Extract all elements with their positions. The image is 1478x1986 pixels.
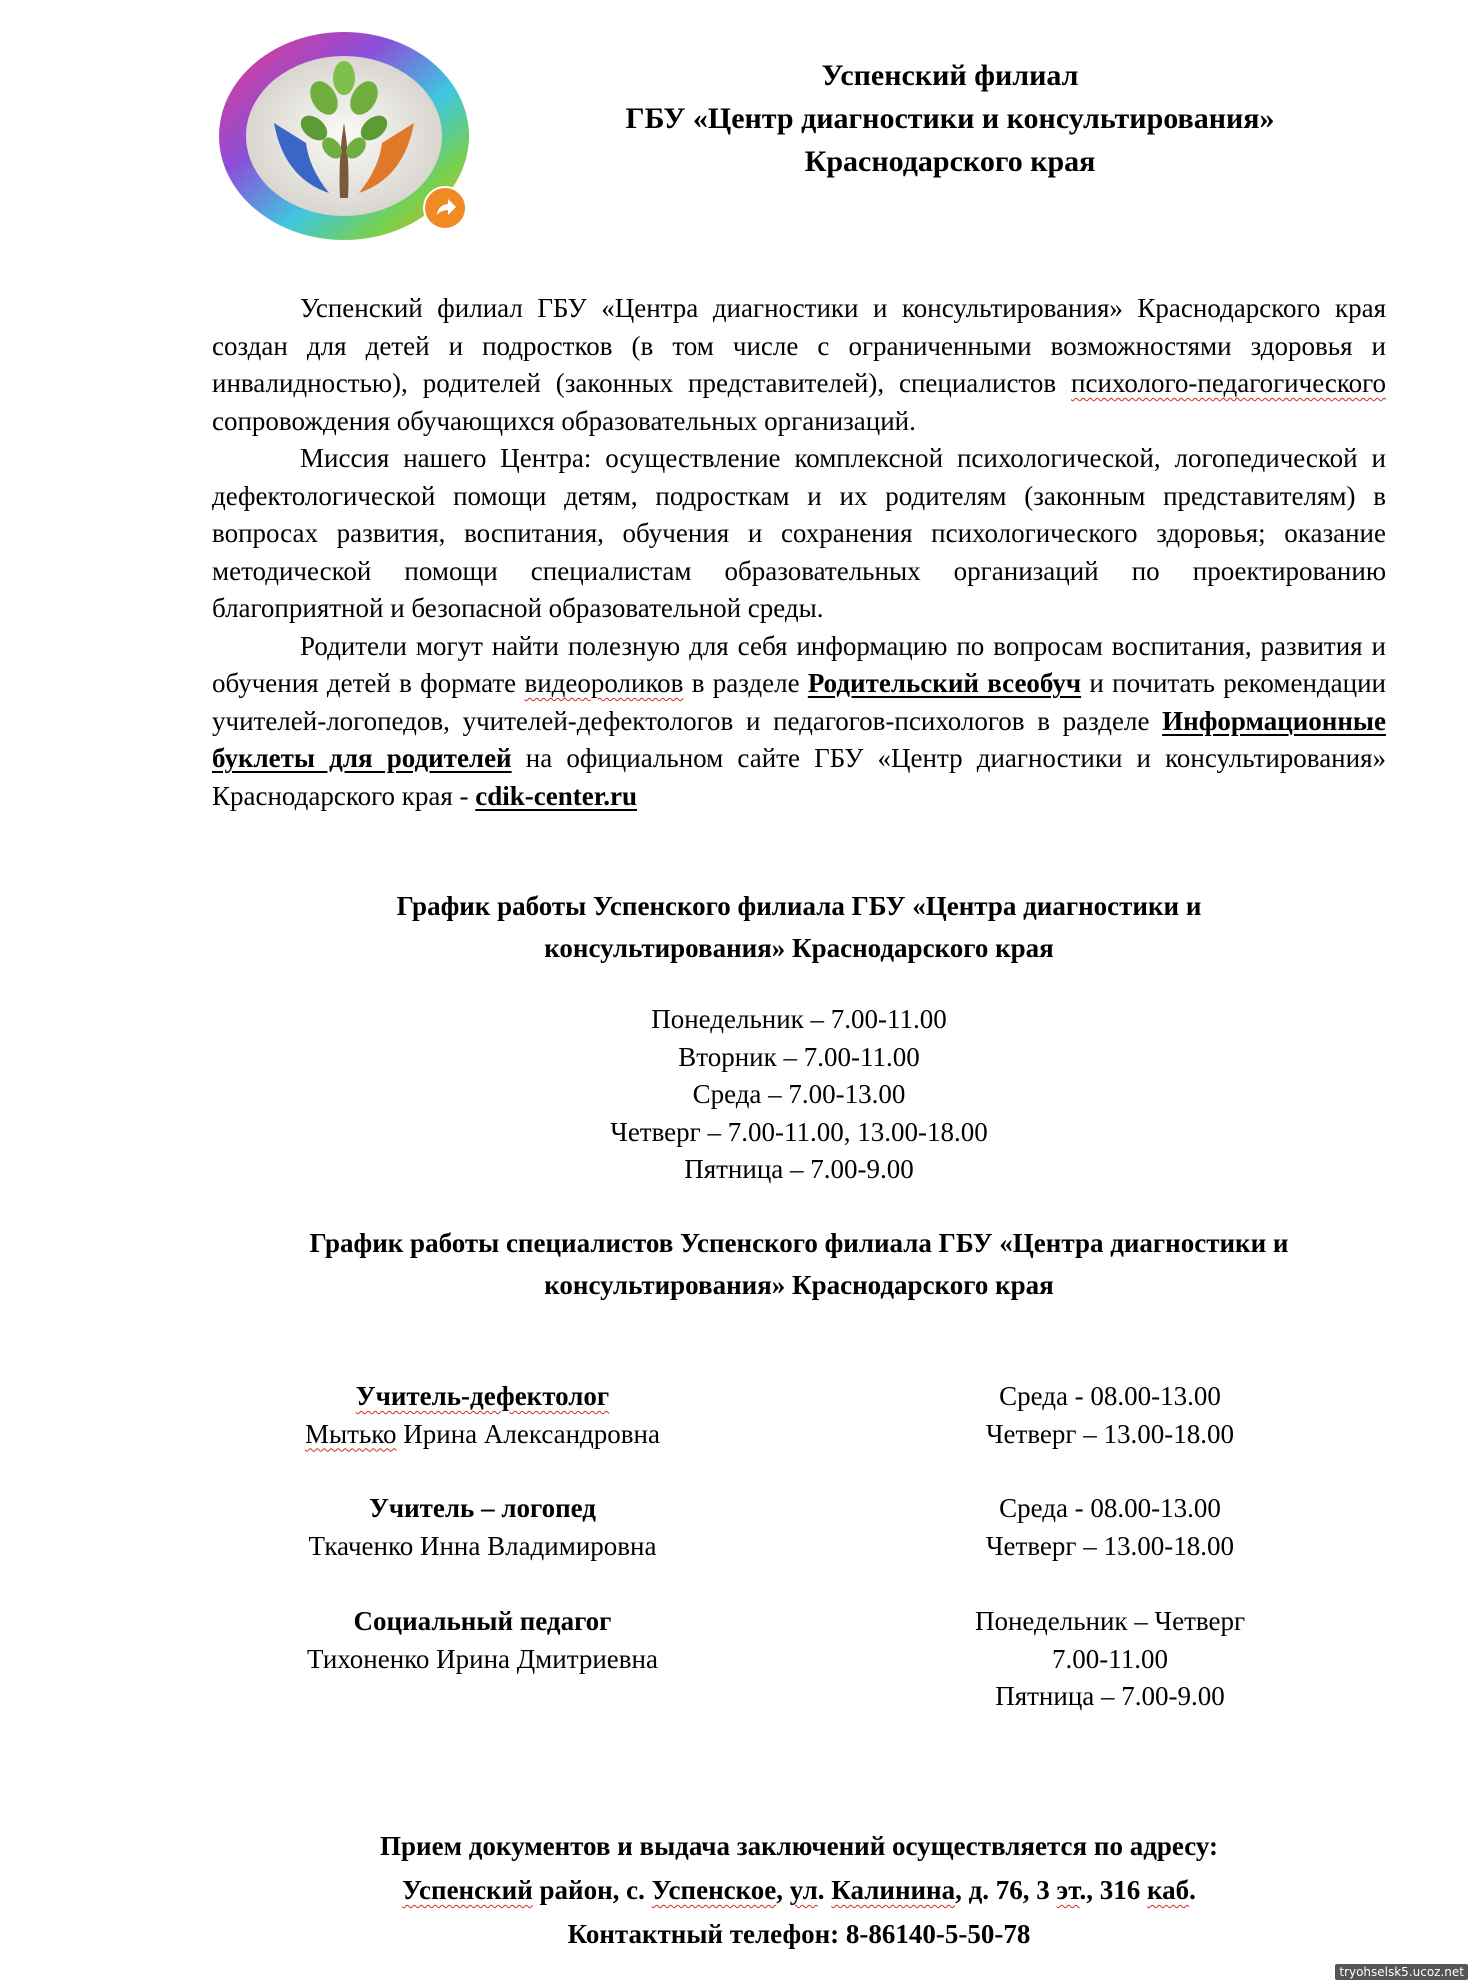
- text-run: район, с.: [532, 1875, 652, 1905]
- schedule-day: Вторник – 7.00-11.00: [678, 1041, 920, 1072]
- spellcheck-word: Успенский: [402, 1875, 533, 1905]
- text-run: ,: [776, 1875, 790, 1905]
- spellcheck-word: эт: [1056, 1875, 1080, 1905]
- hours-line: Понедельник – Четверг: [974, 1606, 1246, 1636]
- text-run: сопровождения обучающихся образовательных организаций.: [212, 405, 916, 436]
- page-header: [500, 54, 1400, 183]
- specialist-social-pedagogue: [230, 1603, 735, 1678]
- branch-schedule-title: [212, 885, 1386, 969]
- hours-line: Четверг – 13.00-18.00: [986, 1530, 1234, 1561]
- specialist-defectologist-hours: [900, 1378, 1320, 1453]
- specialists-schedule-title: [212, 1222, 1386, 1306]
- specialist-social-pedagogue-hours: [900, 1603, 1320, 1716]
- spellcheck-word: психолого-педагогического: [1071, 368, 1386, 398]
- text-run: и почитать рекомендации учителей-логопедов, учителей-дефектологов и педагогов-психологов в разделе: [212, 668, 1387, 736]
- spellcheck-word: каб: [1146, 1875, 1190, 1905]
- hours-line: Четверг – 13.00-18.00: [986, 1418, 1234, 1449]
- specialist-role: Социальный педагог: [353, 1606, 612, 1636]
- spellcheck-word: Калинина: [831, 1875, 956, 1905]
- title-line: График работы Успенского филиала ГБУ «Центра диагностики и: [396, 891, 1202, 921]
- spellcheck-word: Мытько: [305, 1418, 397, 1449]
- title-line: График работы специалистов Успенского филиала ГБУ «Центра диагностики и: [309, 1228, 1289, 1258]
- share-arrow-icon[interactable]: [423, 186, 467, 230]
- specialist-role: Учитель – логопед: [369, 1493, 596, 1523]
- spellcheck-word: видеороликов: [524, 668, 684, 698]
- schedule-day: Среда – 7.00-13.00: [692, 1079, 906, 1109]
- link-website[interactable]: cdik-center.ru: [475, 780, 637, 811]
- schedule-day: Понедельник – 7.00-11.00: [651, 1004, 947, 1034]
- text-run: Ирина Александровна: [396, 1418, 660, 1449]
- link-info-booklets[interactable]: Информационные буклеты для родителей: [212, 705, 1386, 773]
- text-run: .: [817, 1875, 832, 1905]
- contact-phone: Контактный телефон: 8-86140-5-50-78: [567, 1919, 1031, 1949]
- title-line: консультирования» Краснодарского края: [544, 1270, 1054, 1300]
- specialist-defectologist: [230, 1378, 735, 1453]
- specialist-speech-therapist-hours: [900, 1490, 1320, 1565]
- schedule-day: Четверг – 7.00-11.00, 13.00-18.00: [610, 1116, 988, 1147]
- intro-paragraph-2: Миссия нашего Центра: осуществление комплексной психологической, логопедической и дефектологической помощи детям, подросткам и их родителям (законным представителям) в вопросах развития, воспитания, обучения и сохранения психологического здоровья; оказание методической помощи специалистам образовательных организаций по проектированию благоприятной и безопасной образовательной среды.: [212, 443, 1386, 623]
- intro-paragraph-3: [212, 628, 1386, 816]
- branch-schedule-days: [380, 1001, 1218, 1189]
- header-line-3: Краснодарского края: [804, 145, 1096, 178]
- specialist-name: [230, 1416, 735, 1454]
- schedule-day: Пятница – 7.00-9.00: [684, 1154, 914, 1184]
- site-watermark: tryohselsk5.ucoz.net: [1335, 1964, 1468, 1980]
- header-line-2: ГБУ «Центр диагностики и консультирования»: [625, 102, 1275, 135]
- link-parent-education[interactable]: Родительский всеобуч: [807, 668, 1082, 698]
- text-run: в разделе: [683, 668, 808, 698]
- text-run: Успенский филиал ГБУ «Центра диагностики и консультирования» Краснодарского края создан для детей и подростков (в том числе с ограниченными возможностями здоровья и инвалидностью), родителей (законных представителей), специалистов: [212, 293, 1386, 398]
- text-run: .: [1189, 1875, 1196, 1905]
- text-run: , д. 76, 3: [955, 1875, 1057, 1905]
- header-line-1: Успенский филиал: [821, 59, 1079, 92]
- specialist-speech-therapist: [230, 1490, 735, 1565]
- specialist-name: Тихоненко Ирина Дмитриевна: [307, 1643, 658, 1674]
- spellcheck-word: ул: [789, 1875, 818, 1905]
- footer-address: [212, 1868, 1386, 1912]
- intro-text: [212, 290, 1386, 815]
- footer-intro: Прием документов и выдача заключений осуществляется по адресу:: [380, 1831, 1218, 1861]
- text-run: на официальном сайте ГБУ «Центр диагностики и консультирования» Краснодарского края -: [212, 743, 1386, 811]
- text-run: ., 316: [1079, 1875, 1147, 1905]
- specialist-role: Учитель-дефектолог: [355, 1381, 610, 1411]
- hours-line: Среда - 08.00-13.00: [999, 1493, 1221, 1523]
- intro-paragraph-1: [212, 290, 1386, 440]
- hours-line: Пятница – 7.00-9.00: [995, 1681, 1225, 1711]
- organization-logo: [214, 28, 484, 243]
- specialist-name: Ткаченко Инна Владимировна: [308, 1530, 657, 1561]
- hours-line: Среда - 08.00-13.00: [999, 1381, 1221, 1411]
- spellcheck-word: Успенское: [651, 1875, 777, 1905]
- contact-footer: [212, 1824, 1386, 1956]
- hours-line: 7.00-11.00: [1052, 1643, 1168, 1674]
- text-run: Родители могут найти полезную для себя информацию по вопросам воспитания, развития и обучения детей в формате: [212, 630, 1386, 698]
- title-line: консультирования» Краснодарского края: [544, 933, 1054, 963]
